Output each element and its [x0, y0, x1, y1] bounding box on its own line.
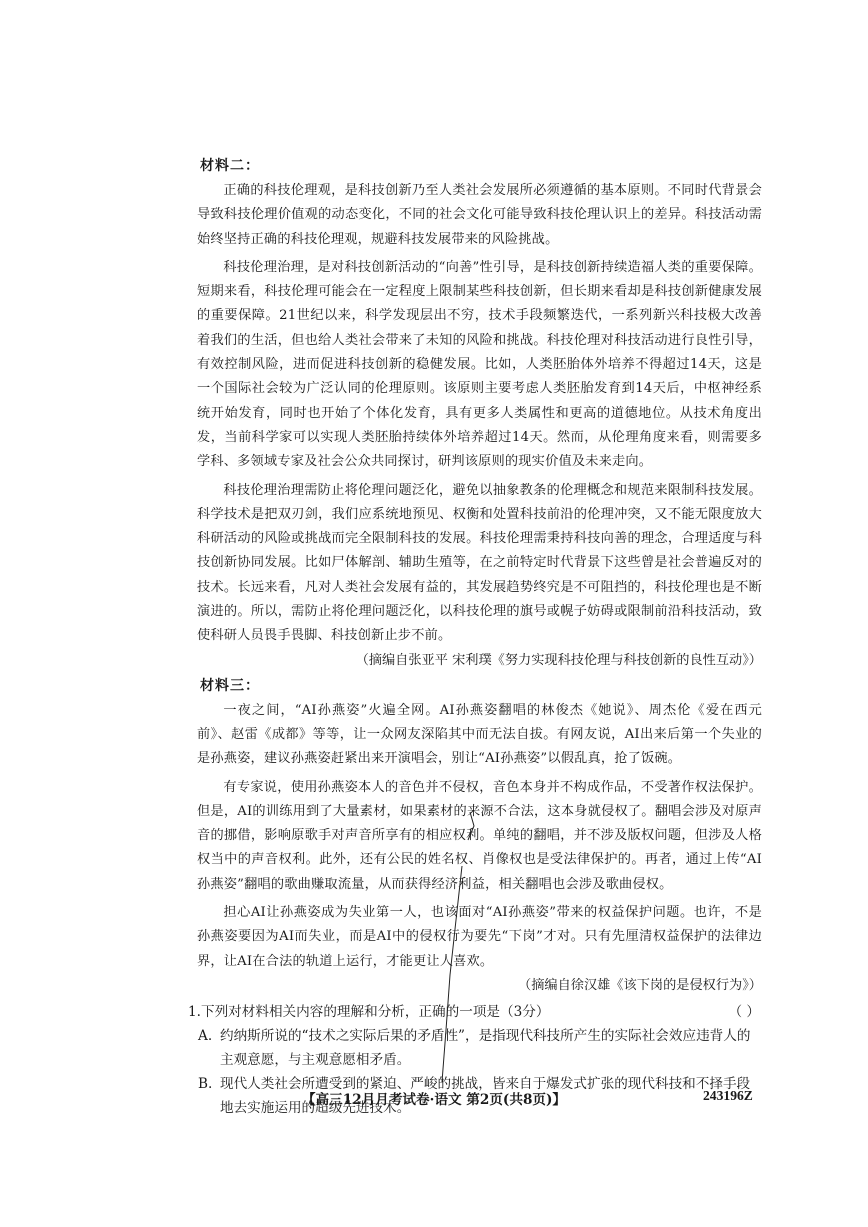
material-3-paragraph-3: 担心AI让孙燕姿成为失业第一人，也该面对“AI孙燕姿”带来的权益保护问题。也许，不是孙燕姿要因为AI而失业，而是AI中的侵权行为要先“下岗”才对。只有先厘清权益保护的法律边界，让AI在合法的轨道上运行，才能更让人喜欢。	[197, 905, 762, 969]
option-b-text: 现代人类社会所遭受到的紧迫、严峻的挑战，皆来自于爆发式扩张的现代科技和不择手段地去实施运用的超级先进技术。	[220, 1075, 751, 1116]
question-1-text: 1.下列对材料相关内容的理解和分析，正确的一项是（3分）	[188, 1003, 550, 1020]
exam-page-content	[188, 155, 762, 1120]
option-a-key: A.	[198, 1027, 213, 1044]
material-2-paragraph-1: 正确的科技伦理观，是科技创新乃至人类社会发展所必须遵循的基本原则。不同时代背景会导致科技伦理价值观的动态变化，不同的社会文化可能导致科技伦理认识上的差异。科技活动需始终坚持正确的科技伦理观，规避科技发展带来的风险挑战。	[197, 183, 762, 247]
material-2-paragraph-3: 科技伦理治理需防止将伦理问题泛化，避免以抽象教条的伦理概念和规范来限制科技发展。科学技术是把双刃剑，我们应系统地预见、权衡和处置科技前沿的伦理冲突，又不能无限度放大科研活动的风险或挑战而完全限制科技的发展。科技伦理需秉持科技向善的理念，合理适度与科技创新协同发展。比如尸体解剖、辅助生殖等，在之前特定时代背景下这些曾是社会普遍反对的技术。长远来看，凡对人类社会发展有益的，其发展趋势终究是不可阻挡的，科技伦理也是不断演进的。所以，需防止将伦理问题泛化，以科技伦理的旗号或幌子妨碍或限制前沿科技活动，致使科研人员畏手畏脚、科技创新止步不前。	[197, 482, 762, 644]
material-3-source: （摘编自徐汉雄《该下岗的是侵权行为》）	[518, 977, 762, 993]
material-3-paragraph-2: 有专家说，使用孙燕姿本人的音色并不侵权，音色本身并不构成作品，不受著作权法保护。但是，AI的训练用到了大量素材，如果素材的来源不合法，这本身就侵权了。翻唱会涉及对原声音的挪借，影响原歌手对声音所享有的相应权利。单纯的翻唱，并不涉及版权问题，但涉及人格权当中的声音权利。此外，还有公民的姓名权、肖像权也是受法律保护的。再者，通过上传“AI孙燕姿”翻唱的歌曲赚取流量，从而获得经济利益，相关翻唱也会涉及歌曲侵权。	[197, 779, 762, 892]
page-footer: 【高三12月月考试卷·语文 第2页(共8页)】	[301, 1092, 567, 1108]
answer-bracket[interactable]: （ ）	[728, 1003, 760, 1020]
material-2-source: （摘编自张亚平 宋利璞《努力实现科技伦理与科技创新的良性互动》）	[355, 652, 762, 668]
option-b-key: B.	[198, 1075, 213, 1092]
material-3-heading: 材料三：	[200, 677, 260, 694]
material-2-paragraph-2: 科技伦理治理，是对科技创新活动的“向善”性引导，是科技创新持续造福人类的重要保障。短期来看，科技伦理可能会在一定程度上限制某些科技创新，但长期来看却是科技创新健康发展的重要保障。21世纪以来，科学发现层出不穷，技术手段频繁迭代，一系列新兴科技极大改善着我们的生活，但也给人类社会带来了未知的风险和挑战。科技伦理对科技活动进行良性引导，有效控制风险，进而促进科技创新的稳健发展。比如，人类胚胎体外培养不得超过14天，这是一个国际社会较为广泛认同的伦理原则。该原则主要考虑人类胚胎发育到14天后，中枢神经系统开始发育，同时也开始了个体化发育，具有更多人类属性和更高的道德地位。从技术角度出发，当前科学家可以实现人类胚胎持续体外培养超过14天。然而，从伦理角度来看，则需要多学科、多领域专家及社会公众共同探讨，研判该原则的现实价值及未来走向。	[197, 259, 762, 470]
question-1-stem	[188, 1000, 762, 1024]
material-3-paragraph-1: 一夜之间，“AI孙燕姿”火遍全网。AI孙燕姿翻唱的林俊杰《她说》、周杰伦《爱在西元前》、赵雷《成都》等等，让一众网友深陷其中而无法自拔。有网友说，AI出来后第一个失业的是孙燕姿，建议孙燕姿赶紧出来开演唱会，别让“AI孙燕姿”以假乱真，抢了饭碗。	[197, 702, 762, 767]
option-a[interactable]	[198, 1024, 762, 1072]
material-2-heading: 材料二：	[200, 158, 260, 174]
exam-code: 243196Z	[703, 1088, 753, 1103]
option-a-text: 约纳斯所说的“技术之实际后果的矛盾性”，是指现代科技所产生的实际社会效应违背人的主观意愿，与主观意愿相矛盾。	[220, 1027, 751, 1068]
